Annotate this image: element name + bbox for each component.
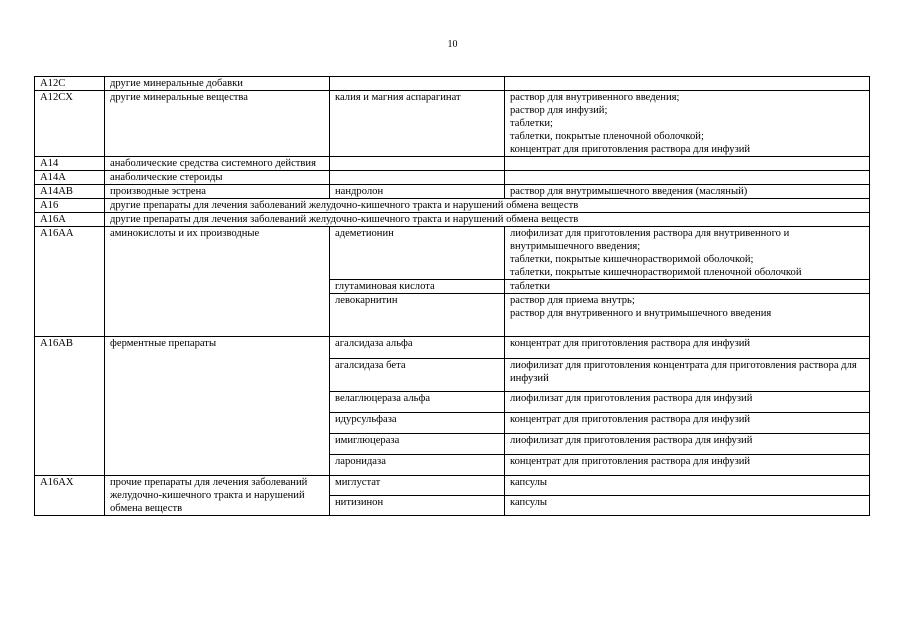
table-row xyxy=(35,199,870,213)
drug-name: калия и магния аспарагинат xyxy=(330,91,505,157)
drug-name: миглустат xyxy=(330,476,505,496)
dosage-form: таблетки; xyxy=(510,118,553,129)
dosage-form: концентрат для приготовления раствора для инфузий xyxy=(510,144,751,155)
table-row xyxy=(35,185,870,199)
group-name: ферментные препараты xyxy=(105,337,330,476)
drug-name: агалсидаза бета xyxy=(330,359,505,392)
table-row xyxy=(35,91,870,157)
group-name: прочие препараты для лечения заболеваний желудочно-кишечного тракта и нарушений обмена веществ xyxy=(105,476,330,516)
drug-name: нандролон xyxy=(330,185,505,199)
drug-name: идурсульфаза xyxy=(330,413,505,434)
dosage-forms xyxy=(505,171,870,185)
atc-code: A16AA xyxy=(35,227,105,337)
drug-name: имиглюцераза xyxy=(330,434,505,455)
dosage-form: капсулы xyxy=(505,476,870,496)
dosage-form: таблетки, покрытые кишечнорастворимой оболочкой; xyxy=(510,254,754,265)
group-name: другие минеральные добавки xyxy=(105,77,330,91)
dosage-form: таблетки xyxy=(505,280,870,294)
dosage-form: таблетки, покрытые пленочной оболочкой; xyxy=(510,131,704,142)
group-name: анаболические средства системного действия xyxy=(105,157,330,171)
drug-name xyxy=(330,157,505,171)
dosage-forms xyxy=(505,77,870,91)
dosage-form: лиофилизат для приготовления раствора для инфузий xyxy=(505,434,870,455)
atc-code: A14AB xyxy=(35,185,105,199)
drug-name: левокарнитин xyxy=(330,294,505,337)
atc-code: A14A xyxy=(35,171,105,185)
group-name: другие препараты для лечения заболеваний желудочно-кишечного тракта и нарушений обмена веществ xyxy=(105,213,870,227)
dosage-form: раствор для внутривенного введения; xyxy=(510,92,680,103)
dosage-forms xyxy=(505,227,870,280)
dosage-form: таблетки, покрытые кишечнорастворимой пленочной оболочкой xyxy=(510,267,802,278)
dosage-form: раствор для приема внутрь; xyxy=(510,295,635,306)
dosage-form: концентрат для приготовления раствора для инфузий xyxy=(505,337,870,359)
atc-code: A16A xyxy=(35,213,105,227)
drug-table xyxy=(34,76,870,516)
group-name: аминокислоты и их производные xyxy=(105,227,330,337)
drug-name: глутаминовая кислота xyxy=(330,280,505,294)
atc-code: A12CX xyxy=(35,91,105,157)
drug-name: велаглюцераза альфа xyxy=(330,392,505,413)
drug-name: агалсидаза альфа xyxy=(330,337,505,359)
table-row xyxy=(35,476,870,496)
dosage-form: раствор для внутримышечного введения (масляный) xyxy=(505,185,870,199)
atc-code: A16 xyxy=(35,199,105,213)
dosage-form: лиофилизат для приготовления концентрата для приготовления раствора для инфузий xyxy=(505,359,870,392)
dosage-form: концентрат для приготовления раствора для инфузий xyxy=(505,455,870,476)
dosage-forms xyxy=(505,157,870,171)
dosage-form: раствор для инфузий; xyxy=(510,105,608,116)
drug-name: адеметионин xyxy=(330,227,505,280)
group-name: другие препараты для лечения заболеваний желудочно-кишечного тракта и нарушений обмена веществ xyxy=(105,199,870,213)
atc-code: A14 xyxy=(35,157,105,171)
dosage-forms xyxy=(505,294,870,337)
table-row xyxy=(35,227,870,280)
table-row xyxy=(35,157,870,171)
dosage-forms xyxy=(505,91,870,157)
table-row xyxy=(35,171,870,185)
table-row xyxy=(35,77,870,91)
atc-code: A16AB xyxy=(35,337,105,476)
atc-code: A12C xyxy=(35,77,105,91)
drug-name xyxy=(330,77,505,91)
group-name: производные эстрена xyxy=(105,185,330,199)
dosage-form: концентрат для приготовления раствора для инфузий xyxy=(505,413,870,434)
table-row xyxy=(35,337,870,359)
dosage-form: лиофилизат для приготовления раствора для инфузий xyxy=(505,392,870,413)
group-name: другие минеральные вещества xyxy=(105,91,330,157)
drug-name xyxy=(330,171,505,185)
dosage-form: капсулы xyxy=(505,496,870,516)
dosage-form: раствор для внутривенного и внутримышечного введения xyxy=(510,308,772,319)
group-name: анаболические стероиды xyxy=(105,171,330,185)
dosage-form: лиофилизат для приготовления раствора для внутривенного и внутримышечного введения; xyxy=(510,228,790,252)
page-number: 10 xyxy=(447,39,458,50)
table-row xyxy=(35,213,870,227)
atc-code: A16AX xyxy=(35,476,105,516)
drug-name: нитизинон xyxy=(330,496,505,516)
drug-name: ларонидаза xyxy=(330,455,505,476)
